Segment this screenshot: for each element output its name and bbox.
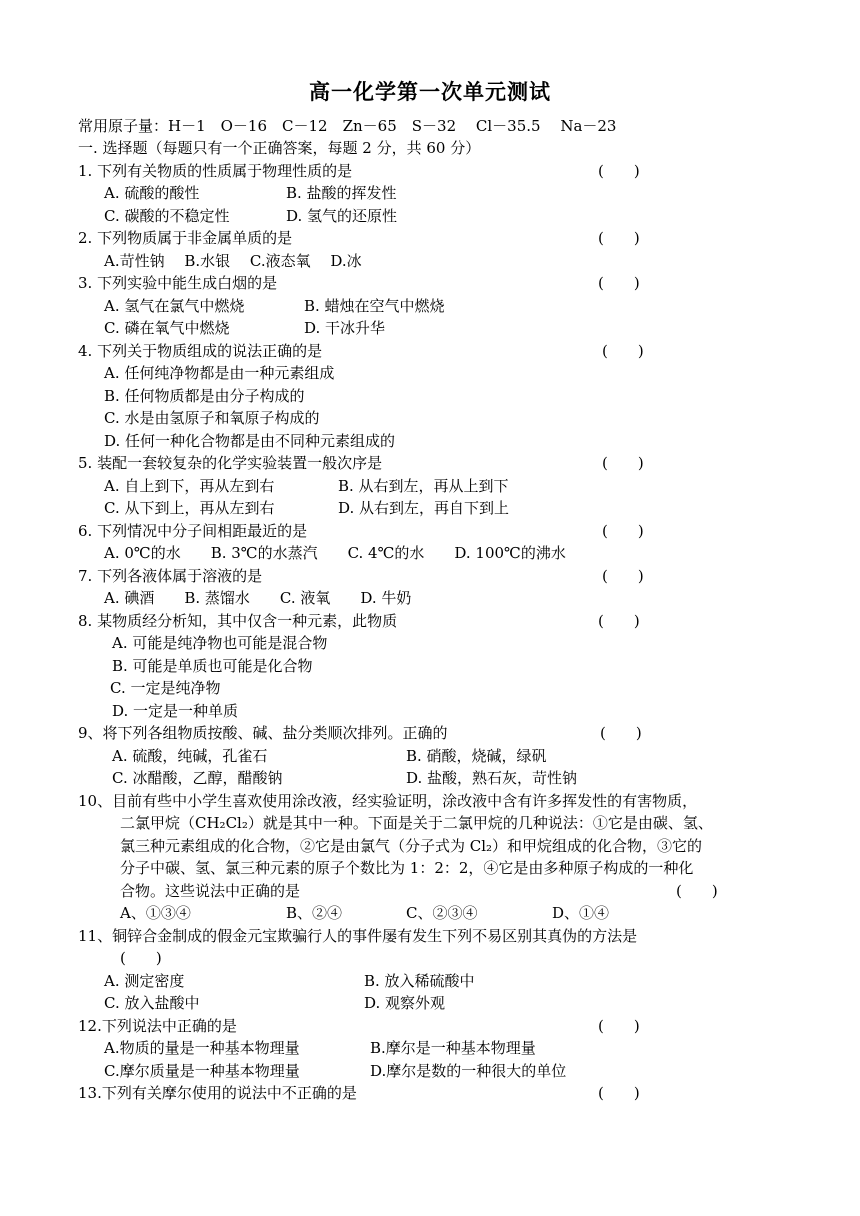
answer-blank-13: ( ) [598, 1084, 640, 1102]
answer-blank-7: ( ) [602, 567, 644, 585]
q2-options: A.苛性钠 B.水银 C.液态氧 D.冰 [104, 252, 362, 270]
answer-blank-3: ( ) [598, 274, 640, 292]
answer-blank-6: ( ) [602, 522, 644, 540]
answer-blank-5: ( ) [602, 454, 644, 472]
q5-option-a: A. 自上到下，再从左到右 [104, 477, 275, 495]
q9-option-a: A. 硫酸，纯碱，孔雀石 [112, 747, 268, 765]
q9-option-d: D. 盐酸，熟石灰，苛性钠 [406, 769, 578, 787]
q9-option-b: B. 硝酸，烧碱，绿矾 [406, 747, 547, 765]
atomic-masses-line: 常用原子量：H－1 O－16 C－12 Zn－65 S－32 Cl－35.5 Na－23 [78, 117, 617, 135]
question-1-stem: 1. 下列有关物质的性质属于物理性质的是 [78, 162, 353, 180]
q1-option-c: C. 碳酸的不稳定性 [104, 207, 230, 225]
answer-blank-4: ( ) [602, 342, 644, 360]
q7-options: A. 碘酒 B. 蒸馏水 C. 液氧 D. 牛奶 [104, 589, 412, 607]
q10-option-a: A、①③④ [120, 904, 191, 922]
question-2-stem: 2. 下列物质属于非金属单质的是 [78, 229, 293, 247]
question-6-stem: 6. 下列情况中分子间相距最近的是 [78, 522, 308, 540]
q3-option-a: A. 氢气在氯气中燃烧 [104, 297, 245, 315]
question-8-stem: 8. 某物质经分析知，其中仅含一种元素，此物质 [78, 612, 398, 630]
answer-blank-10: ( ) [676, 882, 718, 900]
q10-option-d: D、①④ [552, 904, 610, 922]
q4-option-d: D. 任何一种化合物都是由不同种元素组成的 [104, 432, 396, 450]
q8-option-b: B. 可能是单质也可能是化合物 [112, 657, 313, 675]
q4-option-a: A. 任何纯净物都是由一种元素组成 [104, 364, 335, 382]
q8-option-a: A. 可能是纯净物也可能是混合物 [112, 634, 328, 652]
q12-option-d: D.摩尔是数的一种很大的单位 [370, 1062, 567, 1080]
question-10-line-4: 分子中碳、氢、氯三种元素的原子个数比为 1：2：2，④它是由多种原子构成的一种化 [120, 859, 694, 877]
q6-options: A. 0℃的水 B. 3℃的水蒸汽 C. 4℃的水 D. 100℃的沸水 [104, 544, 566, 562]
q3-option-d: D. 干冰升华 [304, 319, 386, 337]
q12-option-b: B.摩尔是一种基本物理量 [370, 1039, 536, 1057]
question-10-line-5: 合物。这些说法中正确的是 [120, 882, 301, 900]
page-title: 高一化学第一次单元测试 [309, 79, 551, 104]
q1-option-d: D. 氢气的还原性 [286, 207, 398, 225]
q5-option-b: B. 从右到左，再从上到下 [338, 477, 509, 495]
answer-blank-11: ( ) [120, 949, 162, 967]
answer-blank-1: ( ) [598, 162, 640, 180]
q5-option-d: D. 从右到左，再自下到上 [338, 499, 510, 517]
question-10-line-1: 10、目前有些中小学生喜欢使用涂改液，经实验证明，涂改液中含有许多挥发性的有害物质， [78, 792, 698, 810]
question-10-line-2: 二氯甲烷（CH₂Cl₂）就是其中一种。下面是关于二氯甲烷的几种说法：①它是由碳、氢、 [120, 814, 713, 832]
q11-option-c: C. 放入盐酸中 [104, 994, 200, 1012]
q10-option-b: B、②④ [286, 904, 343, 922]
q1-option-b: B. 盐酸的挥发性 [286, 184, 397, 202]
q3-option-c: C. 磷在氧气中燃烧 [104, 319, 230, 337]
question-13-stem: 13.下列有关摩尔使用的说法中不正确的是 [78, 1084, 357, 1102]
q5-option-c: C. 从下到上，再从左到右 [104, 499, 275, 517]
q12-option-c: C.摩尔质量是一种基本物理量 [104, 1062, 300, 1080]
answer-blank-9: ( ) [600, 724, 642, 742]
section-header: 一. 选择题（每题只有一个正确答案，每题 2 分，共 60 分） [78, 139, 481, 157]
q1-option-a: A. 硫酸的酸性 [104, 184, 200, 202]
q10-option-c: C、②③④ [406, 904, 478, 922]
q12-option-a: A.物质的量是一种基本物理量 [104, 1039, 300, 1057]
q8-option-c: C. 一定是纯净物 [110, 679, 221, 697]
q11-option-d: D. 观察外观 [364, 994, 446, 1012]
question-11-stem: 11、铜锌合金制成的假金元宝欺骗行人的事件屡有发生下列不易区别其真伪的方法是 [78, 927, 638, 945]
question-12-stem: 12.下列说法中正确的是 [78, 1017, 237, 1035]
question-4-stem: 4. 下列关于物质组成的说法正确的是 [78, 342, 323, 360]
answer-blank-2: ( ) [598, 229, 640, 247]
q11-option-a: A. 测定密度 [104, 972, 185, 990]
q4-option-c: C. 水是由氢原子和氧原子构成的 [104, 409, 320, 427]
answer-blank-12: ( ) [598, 1017, 640, 1035]
q9-option-c: C. 冰醋酸，乙醇，醋酸钠 [112, 769, 283, 787]
q3-option-b: B. 蜡烛在空气中燃烧 [304, 297, 445, 315]
question-5-stem: 5. 装配一套较复杂的化学实验装置一般次序是 [78, 454, 383, 472]
question-9-stem: 9、将下列各组物质按酸、碱、盐分类顺次排列。正确的 [78, 724, 448, 742]
q8-option-d: D. 一定是一种单质 [112, 702, 239, 720]
answer-blank-8: ( ) [598, 612, 640, 630]
q4-option-b: B. 任何物质都是由分子构成的 [104, 387, 305, 405]
question-7-stem: 7. 下列各液体属于溶液的是 [78, 567, 263, 585]
q11-option-b: B. 放入稀硫酸中 [364, 972, 475, 990]
question-10-line-3: 氯三种元素组成的化合物，②它是由氯气（分子式为 Cl₂）和甲烷组成的化合物，③它的 [120, 837, 703, 855]
question-3-stem: 3. 下列实验中能生成白烟的是 [78, 274, 278, 292]
